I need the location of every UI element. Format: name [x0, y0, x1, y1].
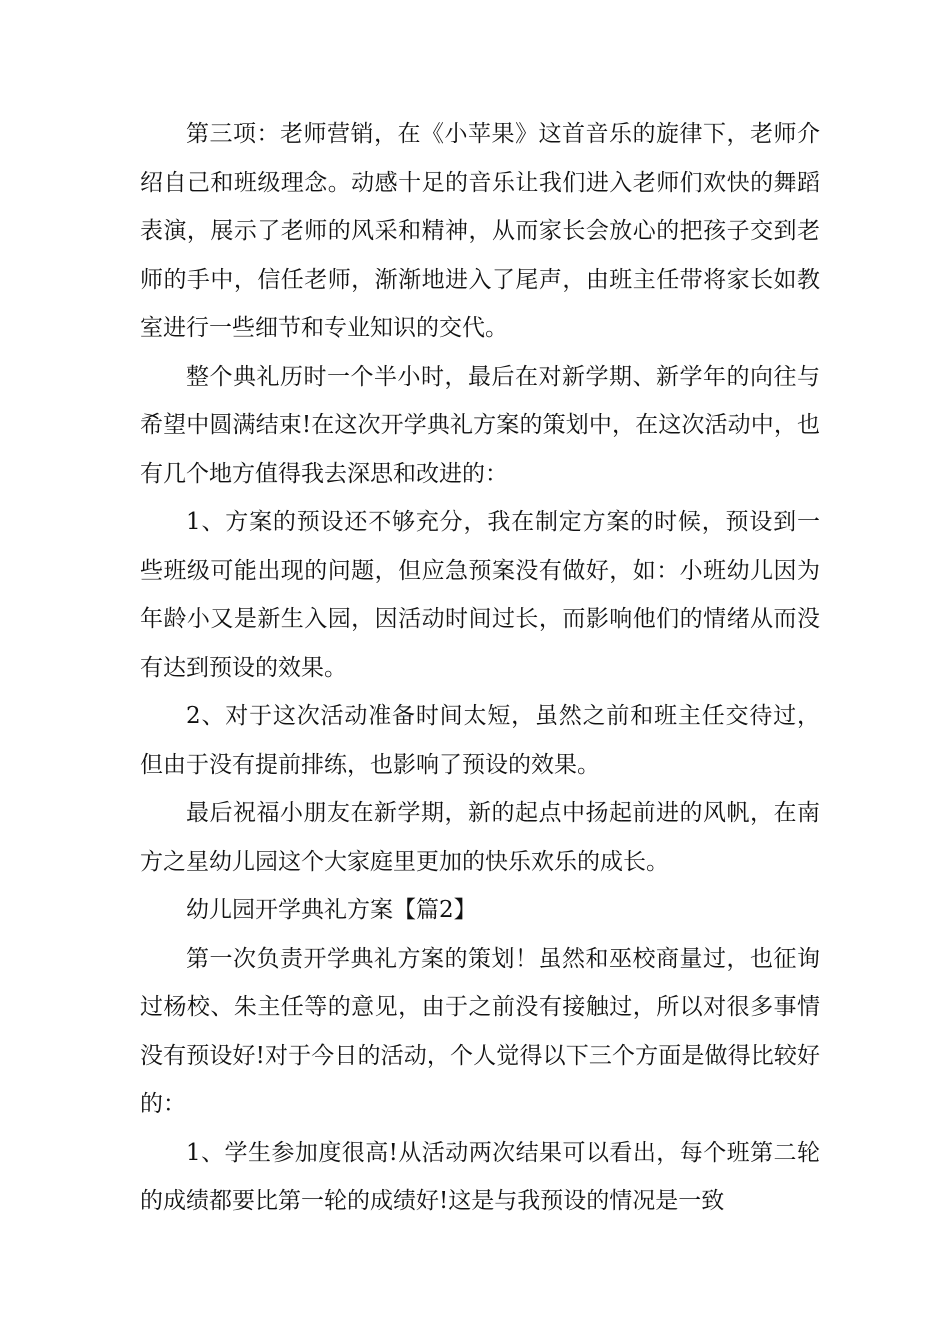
paragraph-ceremony-summary: 整个典礼历时一个半小时，最后在对新学期、新学年的向往与希望中圆满结束!在这次开学典礼方案的策划中，在这次活动中，也有几个地方值得我去深思和改进的： — [140, 363, 820, 487]
paragraph-improvement-2: 2、对于这次活动准备时间太短，虽然之前和班主任交待过，但由于没有提前排练，也影响了预设的效果。 — [140, 703, 820, 778]
paragraph-improvement-1: 1、方案的预设还不够充分，我在制定方案的时候，预设到一些班级可能出现的问题，但应急预案没有做好，如：小班幼儿因为年龄小又是新生入园，因活动时间过长，而影响他们的情绪从而没有达到预设的效果。 — [140, 509, 820, 681]
section-heading: 幼儿园开学典礼方案【篇2】 — [186, 897, 477, 923]
paragraph-first-planning: 第一次负责开学典礼方案的策划！虽然和巫校商量过，也征询过杨校、朱主任等的意见，由于之前没有接触过，所以对很多事情没有预设好!对于今日的活动，个人觉得以下三个方面是做得比较好的： — [140, 945, 820, 1117]
paragraph-closing-wishes: 最后祝福小朋友在新学期，新的起点中扬起前进的风帆，在南方之星幼儿园这个大家庭里更加的快乐欢乐的成长。 — [140, 800, 820, 875]
paragraph-student-participation: 1、学生参加度很高!从活动两次结果可以看出，每个班第二轮的成绩都要比第一轮的成绩好!这是与我预设的情况是一致 — [140, 1139, 820, 1214]
paragraph-teacher-performance: 第三项：老师营销，在《小苹果》这首音乐的旋律下，老师介绍自己和班级理念。动感十足的音乐让我们进入老师们欢快的舞蹈表演，展示了老师的风采和精神，从而家长会放心的把孩子交到老师的手中，信任老师，渐渐地进入了尾声，由班主任带将家长如教室进行一些细节和专业知识的交代。 — [140, 121, 820, 341]
document-body — [140, 110, 820, 1226]
